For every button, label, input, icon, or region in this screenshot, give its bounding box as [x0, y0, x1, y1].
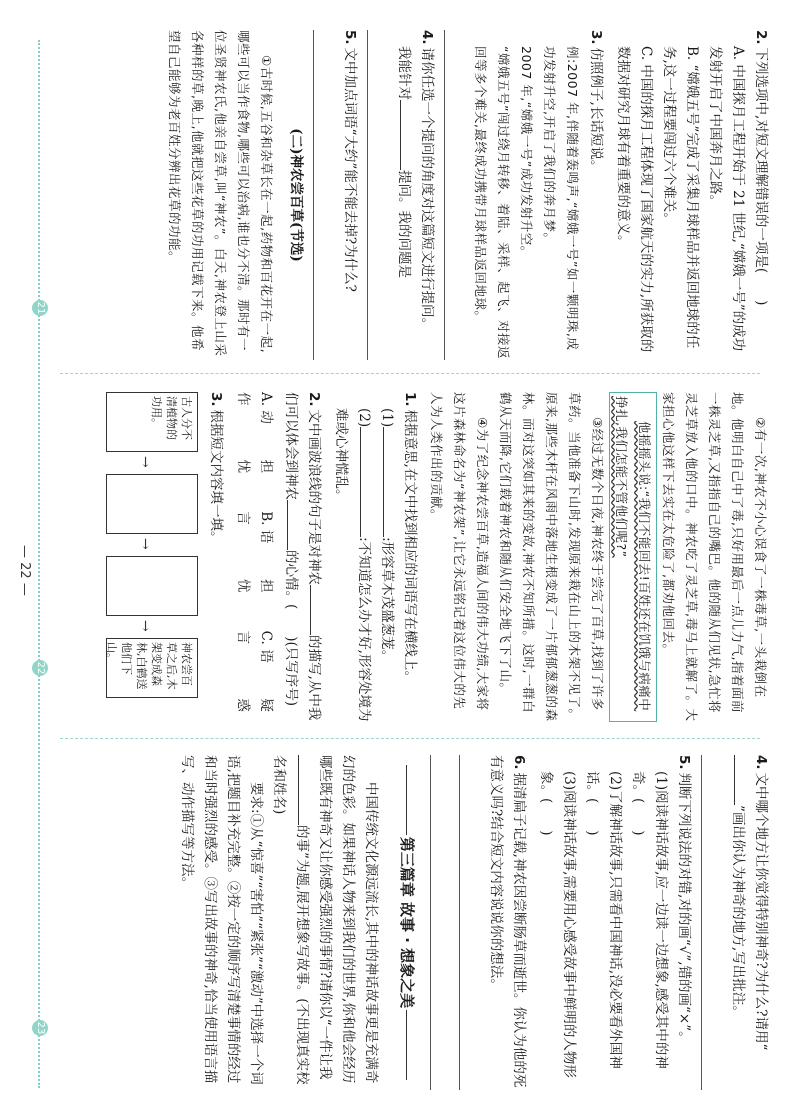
page-number: — 22 —: [17, 545, 32, 596]
title-blank[interactable]: [298, 755, 313, 825]
question-text: 根据意思,在文中找到相应的词语写在横线上。: [402, 409, 418, 684]
prompt-2: 提问。我的问题是: [396, 170, 412, 278]
mark-sample: [734, 755, 749, 805]
question-text: 文中画波浪线的句子是对神农: [306, 409, 322, 586]
answer-blank[interactable]: [383, 427, 398, 537]
question-text: 据清扁子记载,神农因尝断肠草而逝世。你认为他的死有意义吗?结合短文内容说说你的想法。: [488, 755, 527, 1088]
column-3: [30, 755, 772, 1090]
question-text: 文中加点词语“大约”能不能去掉?为什么?: [342, 47, 358, 292]
question-text: 根据短文内容填一填。: [208, 409, 224, 545]
answer-line[interactable]: [701, 755, 724, 1090]
question-number: 4.: [419, 30, 435, 45]
flow-box-2[interactable]: [106, 474, 198, 534]
answer-line[interactable]: [459, 755, 482, 1090]
question-4: [701, 755, 772, 1090]
answer-blank[interactable]: [287, 500, 302, 550]
question-text: 下列选项中,对短文理解错误的一项是( ): [753, 47, 769, 306]
answer-line[interactable]: [430, 755, 453, 1090]
question-1: [329, 392, 421, 722]
answer-line[interactable]: [313, 30, 336, 360]
option-a[interactable]: A. 动作: [235, 392, 274, 424]
section-text-2: 的事”为题,展开想象写故事。(不出现真实校名和姓名): [271, 755, 310, 1085]
arrow-icon: →: [137, 538, 153, 550]
prompt-1: 我能针对: [396, 46, 412, 100]
question-text: 判断下列说法的对错,对的画“√”,错的画“×”。: [676, 772, 692, 1045]
item-label: (2): [356, 408, 372, 428]
passage-paragraph-1: ①古时候,五谷和杂草长在一起,药物和百花开在一起,哪些可以当作食物,哪些可以治病,谁也分不清。那时有一位圣贤神农氏,他亲自尝草,叫“神农”。白天,神农登上山采各种样的草,晚上,他就把这些花草的功用记载下来。他希望自己能够为老百姓分辨出花草的功能。: [167, 30, 274, 357]
question-number: 4.: [753, 755, 769, 770]
option-c-extra: 疑惑: [235, 698, 274, 712]
requirements: 要求:①从“惊喜”“害怕”“紧张”“激动”中选择一个词语,把题目补充完整。②按一定的顺序写清楚事情的经过和当时强烈的感受。③写出故事的神奇,恰当使用语言描写、动作描写等方法。: [179, 755, 264, 1085]
question-3: [78, 392, 227, 722]
question-2: [231, 392, 325, 722]
footer-badge: 23: [32, 1020, 48, 1036]
item-label: (1): [379, 408, 395, 428]
question-text-3: 的心情。( )(只写序号): [283, 550, 299, 707]
options-row: [231, 392, 277, 722]
answer-line[interactable]: [444, 30, 467, 360]
question-number: 2.: [306, 392, 322, 407]
option-c[interactable]: C. 语言: [235, 630, 274, 663]
question-number: 1.: [402, 392, 418, 407]
paragraph-2-text: ②有一次,神农不小心误食了一株毒草,一头栽倒在地。他明白自己中了毒,只好用最后一点儿力气,指着面前一株灵芝草,又指指自己的嘴巴。他的随从们见状,急忙将灵芝草放入他的口中。神农吃了灵芝草,毒马上就解了。大家担心他这样下去实在太危险了,都劝他回去。: [661, 392, 768, 722]
question-number: 3.: [588, 30, 604, 45]
section-banner: 第三篇章 故事 · 想象之美: [392, 755, 422, 1090]
task-text: “嫦娥五号”闯过绕月转移、着陆、采样、起飞、对接返回等多个难关,最终成功携带月球样品返回地球。: [473, 46, 511, 359]
question-number: 3.: [208, 392, 224, 407]
question-text: 文中哪个地方让你觉得特别神奇?为什么?请用“: [753, 772, 769, 1051]
option-a[interactable]: A. 中国探月工程开始于 21 世纪,“嫦娥一号”的成功发射开启了中国奔月之路。: [707, 46, 746, 352]
arrow-icon: →: [137, 620, 153, 632]
judge-item-1[interactable]: (1)阅读神话故事,应一边读一边想象,感受其中的神奇。( ): [630, 771, 669, 1069]
question-text: 请你任选一个提问的角度对这篇短文进行提问。: [419, 47, 435, 332]
section-text: 中国传统文化源远流长,其中的神话故事更是充满奇幻的色彩。如果神话人物来到我们的世界,你和他会经历哪些既有神奇又让你感受强烈的事情?请你以“一件让我: [317, 755, 379, 1084]
question-text: 仿照例子,长话短说。: [588, 47, 604, 174]
question-3: [444, 30, 607, 360]
passage-paragraph-2: [609, 392, 772, 722]
option-b[interactable]: B. 语言: [235, 511, 274, 544]
judge-item-2[interactable]: (2)了解神话故事,只需看中国神话,没必要看外国神话。( ): [584, 771, 623, 1069]
judge-item-3[interactable]: (3)阅读神话故事,需要用心感受故事中鲜明的人物形象。( ): [538, 771, 577, 1078]
question-number: 5.: [342, 30, 358, 45]
arrow-icon: →: [137, 456, 153, 468]
passage-paragraph-3: ③经过无数个日夜,神农终于尝完了百草,找到了许多草药。当他准备下山时,发现原来栽在山上的木架不见了。原来,那些木杆在风雨中落地生根变成了一片郁郁葱葱的森林。而对这突如其来的变故,神农不知所措。这时,一群白鹤从天而降,它们载着神农和随从们安全地飞下了山。: [498, 392, 605, 722]
question-number: 6.: [511, 755, 527, 770]
wavy-sentence: 他摇摇头说:“我们不能回去!百姓还在饥饿与病痛中挣扎,我们怎能不管他们呢?”: [609, 392, 657, 722]
item-definition: :形容草木茂盛葱茏。: [379, 537, 395, 664]
flow-box-1: 古人分不清植物的功用。: [106, 392, 198, 452]
question-5: [534, 755, 695, 1090]
question-text-2: 的描写,从中我们可以体会到神农: [283, 392, 322, 721]
section-paragraph: [267, 755, 382, 1090]
column-2: [30, 392, 772, 722]
example-text: 例:2007 年,伴随着轰鸣声,“嫦娥一号”如一颗明珠,成功发射升空,开启了我们的奔月梦。: [542, 46, 580, 351]
question-4: [367, 30, 438, 360]
question-6: [430, 755, 530, 1090]
answer-blank[interactable]: [360, 427, 375, 537]
question-text-2: ”画出你认为神奇的地方,写出批注。: [730, 805, 746, 1019]
footer-badge: 22: [32, 660, 48, 676]
flow-diagram: [78, 392, 198, 722]
question-number: 2.: [753, 30, 769, 45]
option-b-extra: 担忧: [235, 579, 274, 593]
option-c[interactable]: C. 中国的探月工程体现了国家航天的实力,所获取的数据对研究月球有着重要的意义。: [615, 46, 654, 353]
question-5: [313, 30, 361, 360]
footer-dotted-line: [38, 40, 40, 1088]
option-a-extra: 担忧: [235, 459, 274, 474]
column-1: [30, 30, 772, 360]
column-divider: [60, 373, 760, 374]
option-b[interactable]: B. “嫦娥五号”完成了采集月球样品并返回地球的任务,这一过程要闯过六个难关。: [661, 46, 700, 349]
footer-badge: 21: [32, 300, 48, 316]
passage-title: (二)神农尝百草(节选): [288, 128, 304, 262]
column-divider: [60, 738, 760, 739]
question-number: 5.: [676, 755, 692, 770]
item-definition: :不知道怎么办才好,形容处境为难或心神慌乱。: [333, 408, 372, 722]
answer-line[interactable]: [367, 30, 390, 360]
page-number-value: 22: [17, 562, 32, 579]
question-2: [611, 30, 772, 360]
flow-box-4: 神农尝百草之后,木架变成森林,白鹤送他们下山。: [106, 638, 198, 698]
example-short: 2007 年,“嫦娥一号”成功发射升空。: [519, 46, 534, 259]
answer-blank[interactable]: [310, 585, 325, 635]
passage-paragraph-4: ④为了纪念神农尝百草,造福人间的伟大功绩,大家将这片森林命名为“神农架”,让它永远铭记着这位伟大的先人为人类作出的贡献。: [429, 392, 490, 711]
answer-blank[interactable]: [400, 100, 415, 170]
flow-box-3[interactable]: [106, 556, 198, 616]
